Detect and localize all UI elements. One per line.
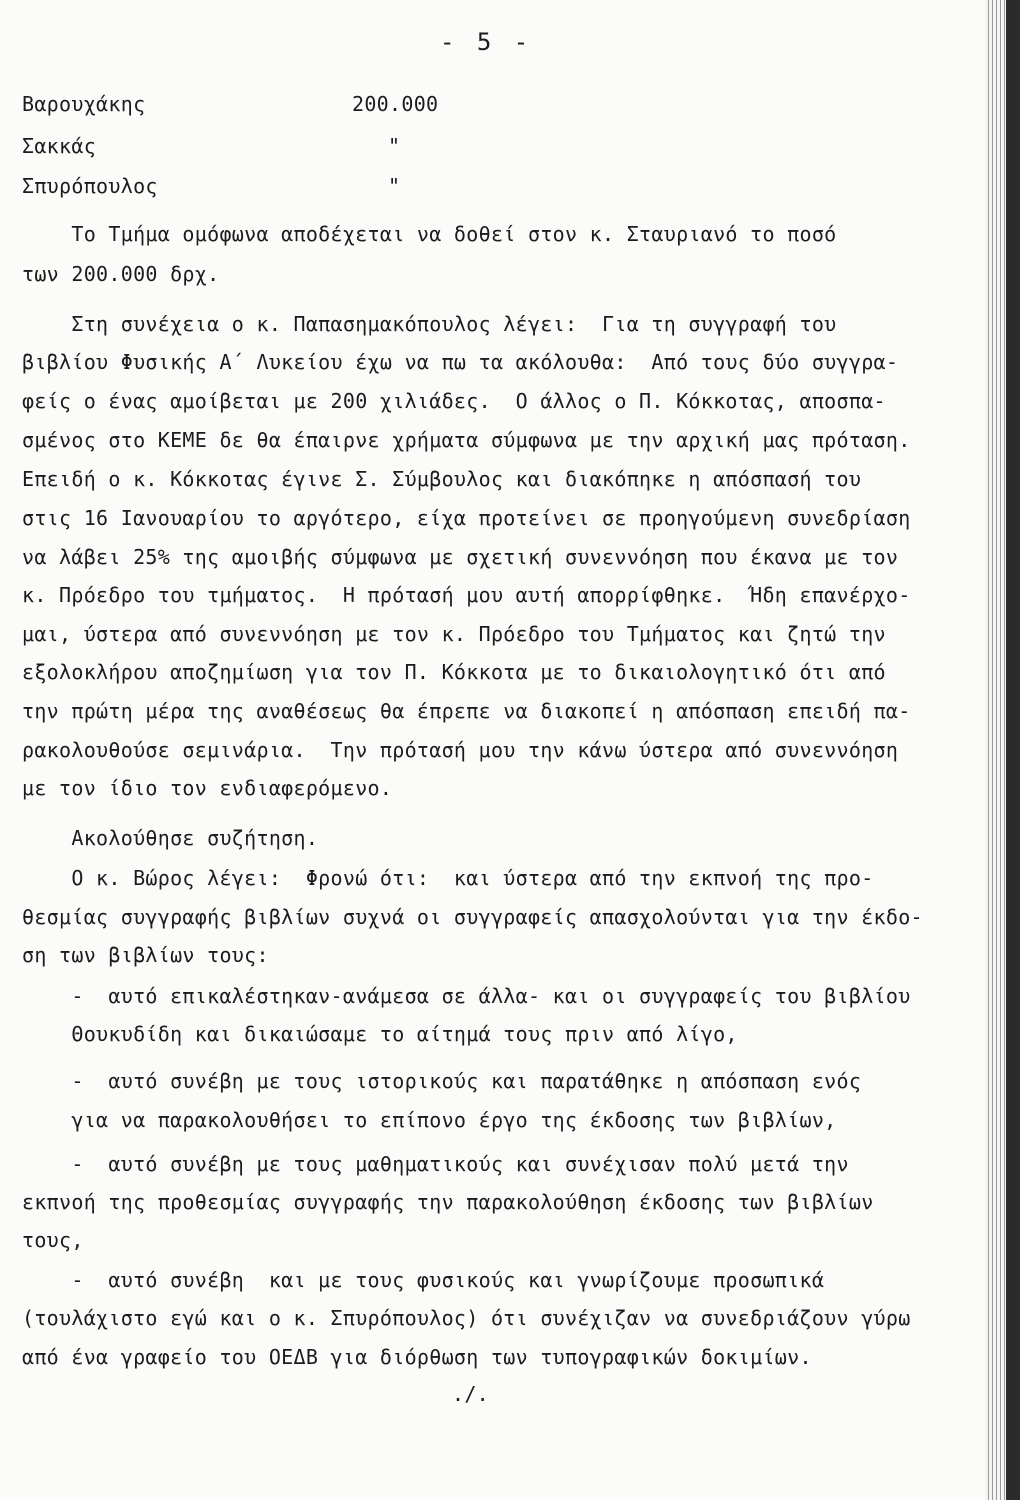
text-line: Ο κ. Βώρος λέγει: Φρονώ ότι: και ύστερα από την εκπνοή της προ-	[22, 866, 874, 890]
text-line: εξολοκλήρου αποζημίωση για τον Π. Κόκκοτα με το δικαιολογητικό ότι από	[22, 660, 886, 684]
text-line: βιβλίου Φυσικής Α΄ Λυκείου έχω να πω τα ακόλουθα: Από τους δύο συγγρα-	[22, 350, 899, 374]
text-line: των 200.000 δρχ.	[22, 262, 220, 286]
text-line: να λάβει 25% της αμοιβής σύμφωνα με σχετική συνεννόηση που έκανα με τον	[22, 545, 899, 569]
text-line: (τουλάχιστο εγώ και ο κ. Σπυρόπουλος) ότι συνέχιζαν να συνεδριάζουν γύρω	[22, 1306, 911, 1330]
text-line: σμένος στο ΚΕΜΕ δε θα έπαιρνε χρήματα σύμφωνα με την αρχική μας πρόταση.	[22, 428, 911, 452]
list-value: 200.000	[352, 92, 439, 116]
list-name: Βαρουχάκης	[22, 92, 146, 116]
page-edge	[985, 0, 1020, 1500]
text-line: ση των βιβλίων τους:	[22, 943, 269, 967]
text-line: - αυτό συνέβη με τους ιστορικούς και παρατάθηκε η απόσπαση ενός	[22, 1069, 862, 1093]
text-line: φείς ο ένας αμοίβεται με 200 χιλιάδες. Ο άλλος ο Π. Κόκκοτας, αποσπα-	[22, 389, 886, 413]
text-line: από ένα γραφείο του ΟΕΔΒ για διόρθωση των τυπογραφικών δοκιμίων.	[22, 1345, 812, 1369]
text-line: - αυτό συνέβη και με τους φυσικούς και γνωρίζουμε προσωπικά	[22, 1268, 825, 1292]
text-line: στις 16 Ιανουαρίου το αργότερο, είχα προτείνει σε προηγούμενη συνεδρίαση	[22, 506, 911, 530]
text-line: Στη συνέχεια ο κ. Παπασημακόπουλος λέγει: Για τη συγγραφή του	[22, 312, 837, 336]
list-value: "	[388, 174, 401, 198]
text-line: Ακολούθησε συζήτηση.	[22, 826, 319, 850]
end-mark: ./.	[452, 1382, 490, 1406]
text-line: Θουκυδίδη και δικαιώσαμε το αίτημά τους πριν από λίγο,	[22, 1022, 738, 1046]
text-line: Το Τμήμα ομόφωνα αποδέχεται να δοθεί στον κ. Σταυριανό το ποσό	[22, 222, 837, 246]
text-line: με τον ίδιο τον ενδιαφερόμενο.	[22, 776, 393, 800]
page-number: - 5 -	[440, 28, 533, 56]
text-line: - αυτό συνέβη με τους μαθηματικούς και συνέχισαν πολύ μετά την	[22, 1152, 849, 1176]
text-line: θεσμίας συγγραφής βιβλίων συχνά οι συγγραφείς απασχολούνται για την έκδο-	[22, 905, 923, 929]
list-value: "	[388, 134, 401, 158]
text-line: την πρώτη μέρα της αναθέσεως θα έπρεπε να διακοπεί η απόσπαση επειδή πα-	[22, 699, 911, 723]
text-line: ρακολουθούσε σεμινάρια. Την πρότασή μου την κάνω ύστερα από συνεννόηση	[22, 738, 899, 762]
text-line: για να παρακολουθήσει το επίπονο έργο της έκδοσης των βιβλίων,	[22, 1108, 837, 1132]
list-name: Σπυρόπουλος	[22, 174, 158, 198]
text-line: Επειδή ο κ. Κόκκοτας έγινε Σ. Σύμβουλος και διακόπηκε η απόσπασή του	[22, 467, 862, 491]
text-line: εκπνοή της προθεσμίας συγγραφής την παρακολούθηση έκδοσης των βιβλίων	[22, 1190, 874, 1214]
text-line: μαι, ύστερα από συνεννόηση με τον κ. Πρόεδρο του Τμήματος και ζητώ την	[22, 622, 886, 646]
text-line: τους,	[22, 1228, 84, 1252]
text-line: - αυτό επικαλέστηκαν-ανάμεσα σε άλλα- και οι συγγραφείς του βιβλίου	[22, 984, 911, 1008]
list-name: Σακκάς	[22, 134, 97, 158]
text-line: κ. Πρόεδρο του τμήματος. Η πρότασή μου αυτή απορρίφθηκε. Ήδη επανέρχο-	[22, 583, 911, 607]
